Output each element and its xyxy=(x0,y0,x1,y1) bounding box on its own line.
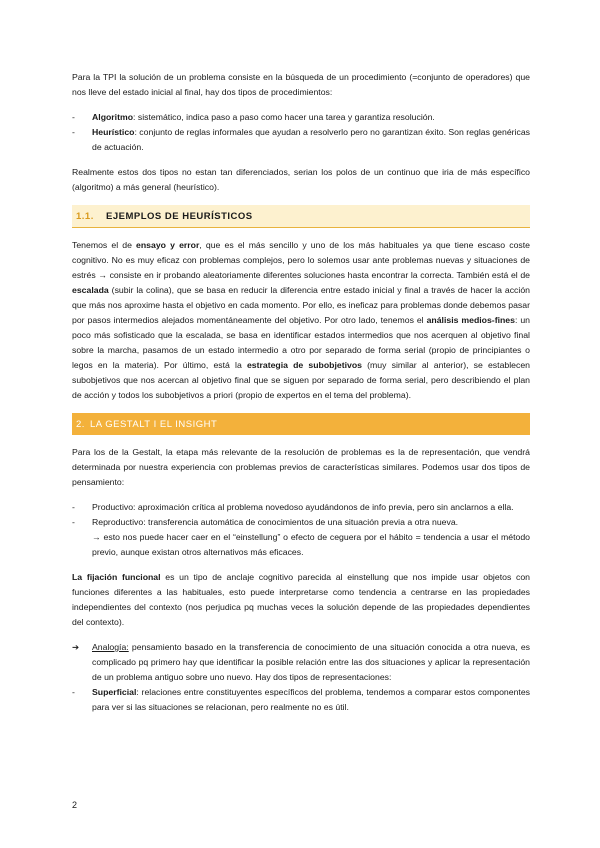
arrow-icon: ➔ xyxy=(72,642,80,652)
term-reproductivo: Reproductivo xyxy=(92,517,144,527)
continuum-paragraph: Realmente estos dos tipos no estan tan diferenciados, serian los polos de un continuo que iria de más específico (algoritmo) a más general (heurístico). xyxy=(72,167,530,192)
text-run: Tenemos el de xyxy=(72,240,137,250)
term-productivo: Productivo xyxy=(92,502,134,512)
text-run: (subir la colina), que se basa en reducir la diferencia entre estado inicial y final a través de hacer la acción que más nos aproxime hasta el objetivo en cada momento. Por ello, es ineficaz para problemas donde debemos pasar por pasos intermedios alejados momentáneamente del objetivo. Por otro lado, tenemos el xyxy=(72,285,530,325)
representation-types-list xyxy=(72,685,530,715)
text-run: : un poco más sofisticado que la escalada, se basa en identificar estados intermedios que nos acerquen al objetivo final sobre la marcha, pasamos de un estado intermedio a otro por separado de forma serial (propio de principiantes o legos en la materia). Por último, está la xyxy=(72,315,530,370)
list-item-text: : sistemático, indica paso a paso como hacer una tarea y garantiza resolución. xyxy=(133,112,435,122)
thinking-types-list xyxy=(72,500,530,560)
term-superficial: Superficial xyxy=(92,687,137,697)
section-number: 1.1. xyxy=(76,210,94,222)
list-item-text: : relaciones entre constituyentes específicos del problema, tendemos a comparar estos componentes para ver si las situaciones se relacionan, pero realmente no es útil. xyxy=(92,687,530,712)
term-medios-fines: análisis medios-fines xyxy=(426,315,515,325)
list-item-text: : aproximación crítica al problema novedoso ayudándonos de info previa, pero sin anclarnos a ella. xyxy=(133,502,514,512)
list-item-text: : transferencia automática de conocimientos de una situación previa a otra nueva. xyxy=(143,517,459,527)
analogia-item xyxy=(72,640,530,685)
list-item-superficial xyxy=(72,685,530,715)
section-heading-1-1 xyxy=(72,205,530,228)
page-number: 2 xyxy=(72,800,78,810)
heuristics-paragraph xyxy=(72,238,530,403)
term-ensayo-error: ensayo y error xyxy=(136,240,200,250)
term-escalada: escalada xyxy=(72,285,109,295)
einstellung-note: → esto nos puede hacer caer en el “einstellung” o efecto de ceguera por el hábito = tendencia a usar el método previo, aunque existan otros alternativos más eficaces. xyxy=(92,532,530,557)
section-title: EJEMPLOS DE HEURÍSTICOS xyxy=(106,210,253,222)
intro-paragraph: Para la TPI la solución de un problema consiste en la búsqueda de un procedimiento (=conjunto de operadores) que nos lleve del estado inicial al final, hay dos tipos de procedimientos: xyxy=(72,72,530,97)
gestalt-paragraph: Para los de la Gestalt, la etapa más relevante de la resolución de problemas es la de representación, que vendrá determinada por nuestra experiencia con problemas previos de características similares. Podemos usar dos tipos de pensamiento: xyxy=(72,447,530,487)
term-fijacion-funcional: La fijación funcional xyxy=(72,572,161,582)
list-item-algoritmo xyxy=(72,110,530,125)
text-run: es un tipo de anclaje cognitivo parecida al einstellung que nos impide usar objetos con funciones diferentes a las habituales, esto puede interpretarse como tendencia a centrarse en las propiedades independientes del contexto (nos perjudica pq muchas veces la solución depende de las propiedades dependientes del contexto). xyxy=(72,572,530,627)
section-heading-2 xyxy=(72,413,530,435)
term-algoritmo: Algoritmo xyxy=(92,112,134,122)
fijacion-paragraph xyxy=(72,570,530,630)
text-run: (muy similar al anterior), se establecen subobjetivos que nos acercan al objetivo final que se siguen por separado de forma serial, pero describiendo el plan de acción y todos los subobjetivos a priori (propio de expertos en el tema del problema). xyxy=(72,360,530,400)
text-run: pensamiento basado en la transferencia de conocimiento de una situación conocida a otra nueva, es complicado pq primero hay que identificar la posible relación entre las dos situaciones y aplicar la representación de un problema antiguo sobre uno nuevo. Hay dos tipos de representaciones: xyxy=(92,642,530,682)
term-subobjetivos: estrategia de subobjetivos xyxy=(246,360,362,370)
list-item-text: : conjunto de reglas informales que ayudan a resolverlo pero no garantizan éxito. Son reglas genéricas de actuación. xyxy=(92,127,531,152)
text-run: , que es el más sencillo y uno de los más habituales ya que tiene escaso coste cognitivo. No es muy eficaz con problemas complejos, pero lo solemos usar ante problemas nuevas y situaciones de estrés → consiste en ir probando aleatoriamente diferentes soluciones hasta encontrar la correcta. También está el de xyxy=(72,240,530,280)
list-item-productivo xyxy=(72,500,530,515)
list-item-heuristico xyxy=(72,125,530,155)
document-page xyxy=(72,70,530,725)
section-title: LA GESTALT I EL INSIGHT xyxy=(90,418,218,430)
term-heuristico: Heurístico xyxy=(92,127,135,137)
list-item-reproductivo xyxy=(72,515,530,560)
section-number: 2. xyxy=(76,418,85,430)
term-analogia: Analogía: xyxy=(92,642,129,652)
procedures-list xyxy=(72,110,530,155)
